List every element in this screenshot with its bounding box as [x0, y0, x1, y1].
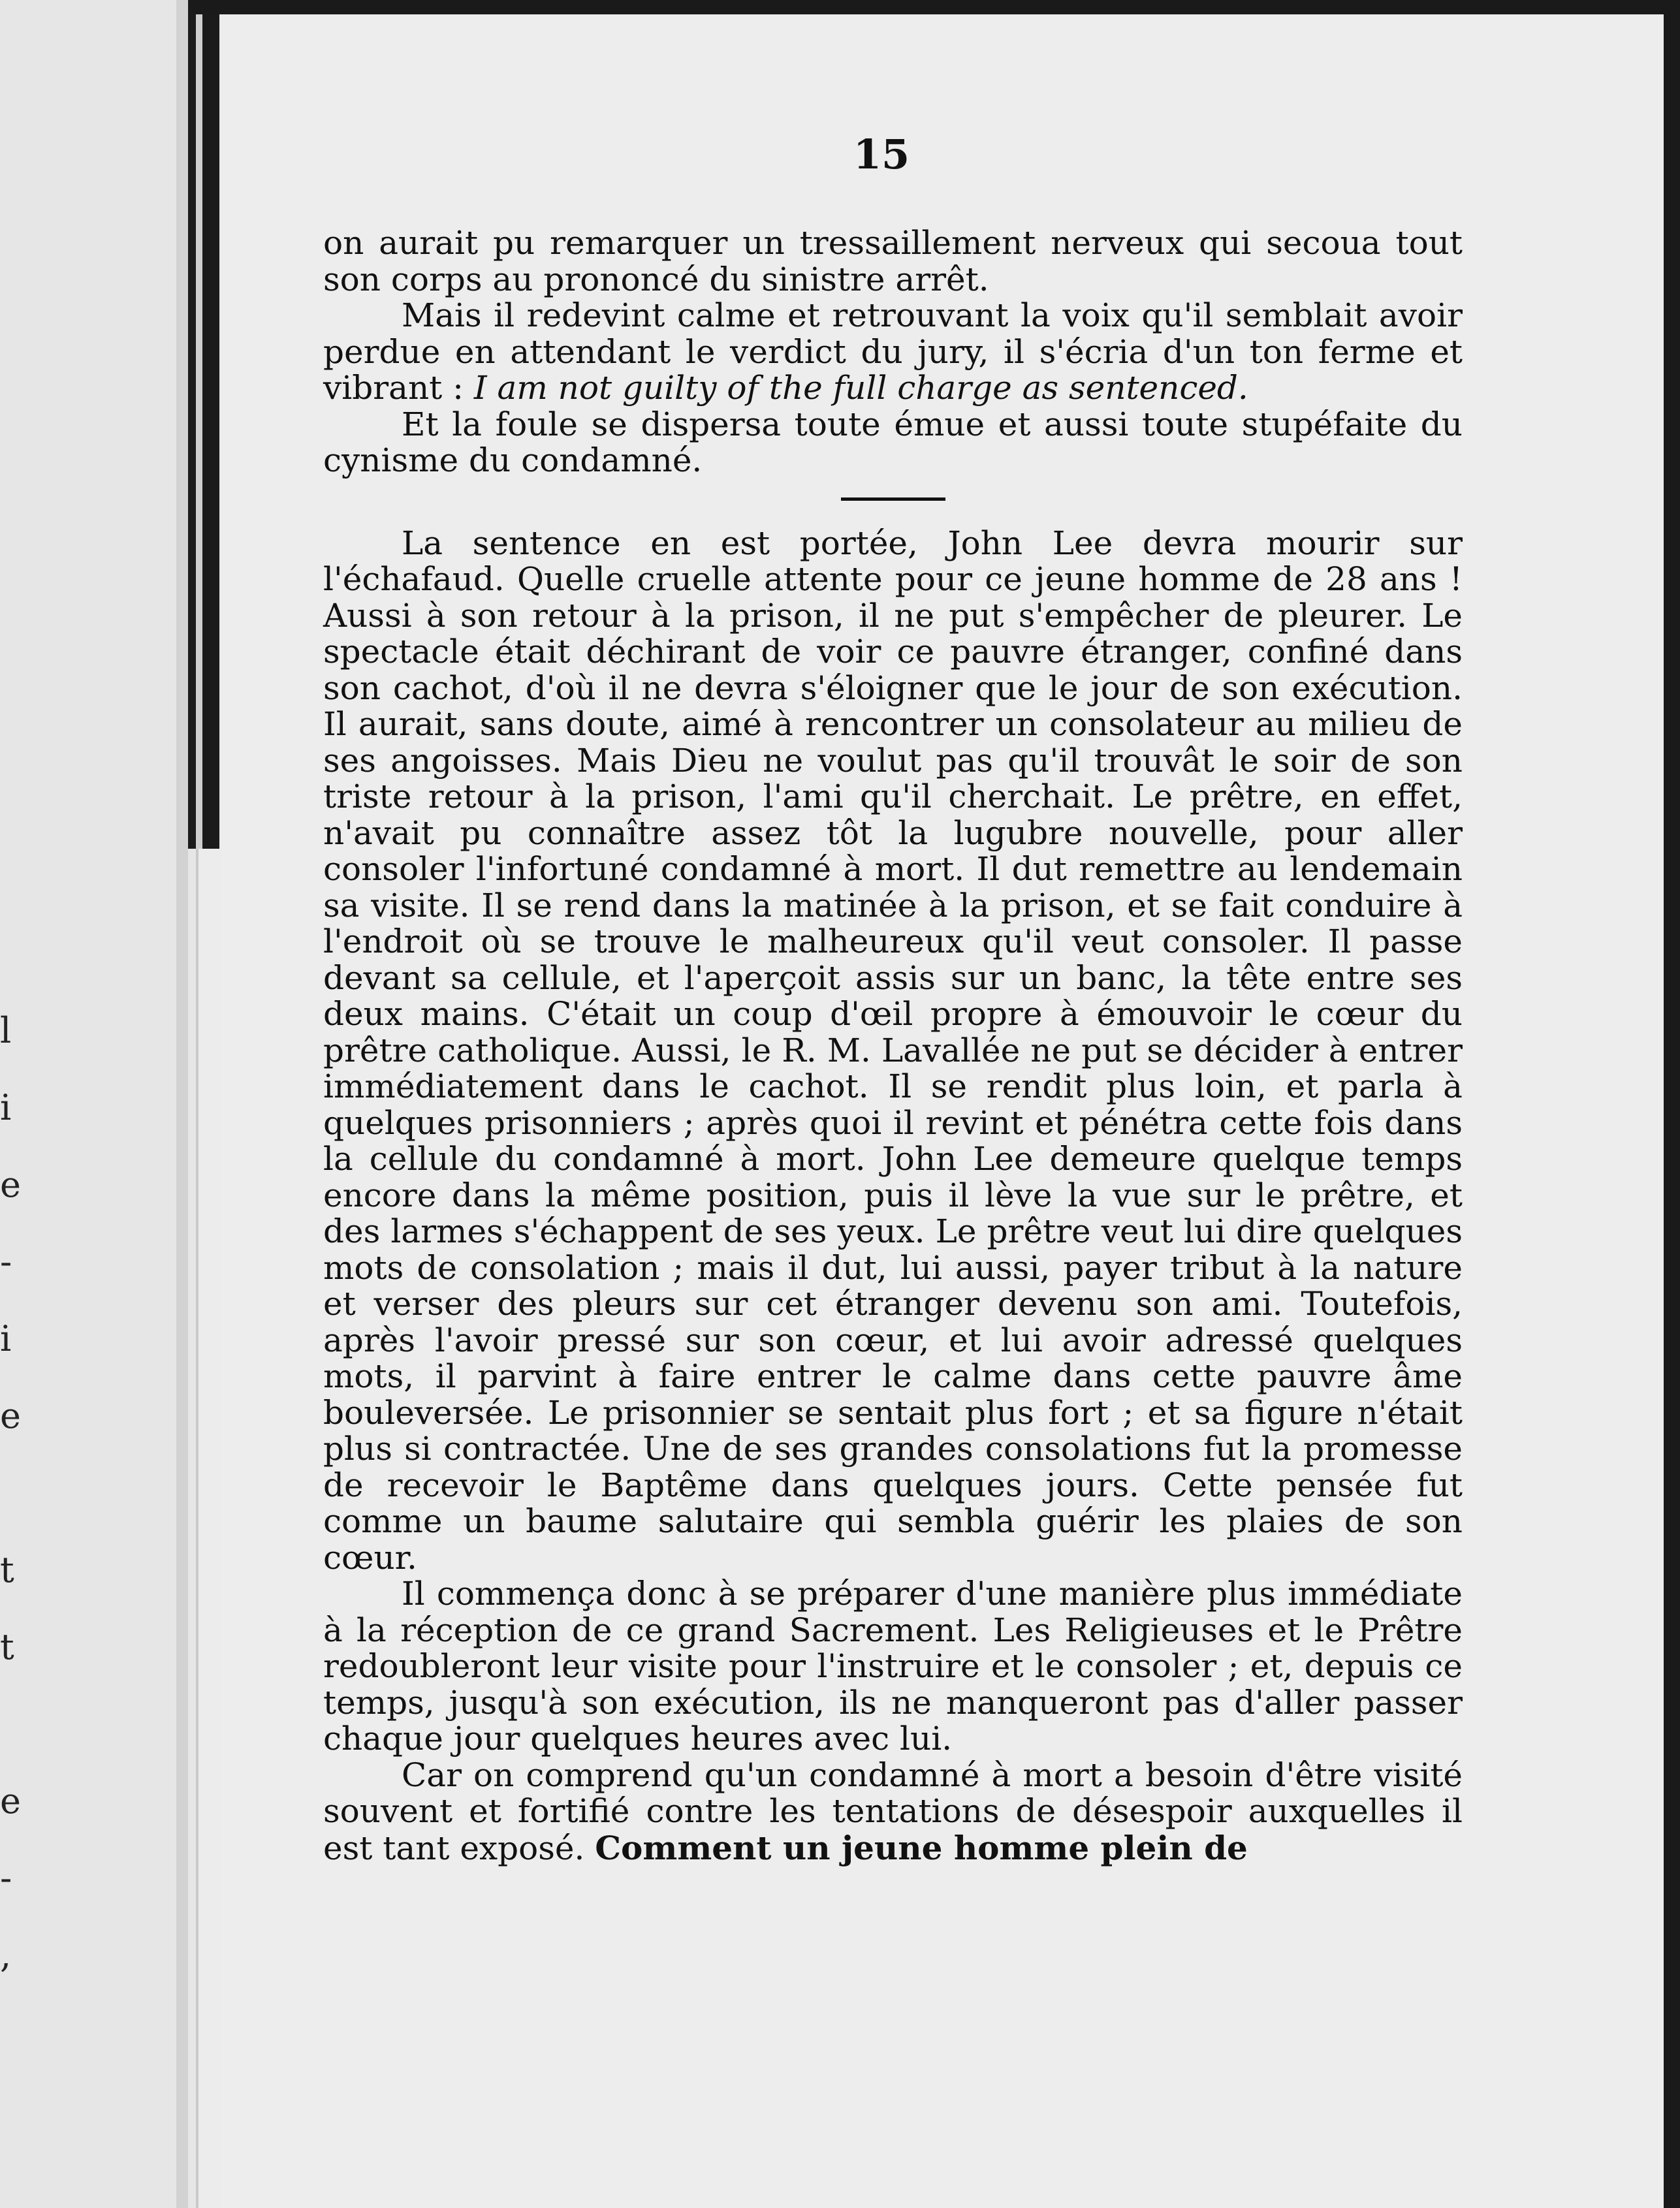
facing-page-text-fragments: [0, 992, 26, 1994]
paragraph-text: on aurait pu remarquer un tressaillement nerveux qui secoua tout son corps au prononcé du sinistre arrêt.: [323, 224, 1463, 298]
margin-fragment: e: [0, 1780, 21, 1822]
margin-fragment: t: [0, 1626, 14, 1667]
text-block-after-rule: [323, 526, 1463, 1867]
paragraph: [323, 225, 1463, 298]
book-spine-gap: [196, 0, 202, 849]
paragraph: [323, 1576, 1463, 1758]
margin-fragment: ,: [0, 1934, 12, 1976]
margin-fragment: -: [0, 1857, 12, 1899]
paragraph-text: Mais il redevint calme et retrouvant la voix qu'il semblait avoir perdue en attendant le verdict du jury, il s'écria d'un ton ferme et vibrant :: [323, 296, 1463, 407]
paragraph: [323, 1758, 1463, 1867]
body-text: [323, 225, 1463, 1867]
paragraph: [323, 407, 1463, 479]
margin-fragment: [0, 1455, 26, 1532]
right-scan-border: [1664, 0, 1680, 2208]
margin-fragment: i: [0, 1087, 12, 1128]
paragraph-text: Il commença donc à se préparer d'une manière plus immédiate à la réception de ce grand Sacrement. Les Religieuses et le Prêtre redoubleront leur visite pour l'instruire et le consoler ; et, depuis ce temps, jusqu'à son exécution, ils ne manqueront pas d'aller passer chaque jour quelques heures avec lui.: [323, 1575, 1463, 1758]
margin-fragment: i: [0, 1318, 12, 1359]
text-block-before-rule: [323, 225, 1463, 479]
paragraph-text: Car on comprend qu'un condamné à mort a besoin d'être visité souvent et fortifié contre les tentations de désespoir auxquelles il est tant exposé.: [323, 1756, 1463, 1867]
page-number: 15: [853, 131, 910, 178]
english-quote: I am not guilty of the full charge as sentenced.: [473, 369, 1248, 407]
facing-page-edge: [176, 0, 188, 2208]
section-divider-rule: [841, 497, 945, 501]
paragraph-text: Et la foule se dispersa toute émue et aussi toute stupéfaite du cynisme du condamné.: [323, 405, 1463, 479]
margin-fragment: -: [0, 1241, 12, 1282]
margin-fragment: e: [0, 1395, 21, 1436]
margin-fragment: [0, 1686, 26, 1763]
paragraph: [323, 526, 1463, 1577]
margin-fragment: e: [0, 1164, 21, 1205]
bold-line-fragment: Comment un jeune homme plein de: [595, 1828, 1248, 1867]
facing-page-strip: [0, 0, 198, 2208]
paragraph: [323, 298, 1463, 407]
paragraph-text: La sentence en est portée, John Lee devra mourir sur l'échafaud. Quelle cruelle attente pour ce jeune homme de 28 ans ! Aussi à son retour à la prison, il ne put s'empêcher de pleurer. Le spectacle était déchirant de voir ce pauvre étranger, confiné dans son cachot, d'où il ne devra s'éloigner que le jour de son exécution. Il aurait, sans doute, aimé à rencontrer un consolateur au milieu de ses angoisses. Mais Dieu ne voulut pas qu'il trouvât le soir de son triste retour à la prison, l'ami qu'il cherchait. Le prêtre, en effet, n'avait pu connaître assez tôt la lugubre nouvelle, pour aller consoler l'infortuné condamné à mort. Il dut remettre au lendemain sa visite. Il se rend dans la matinée à la prison, et se fait conduire à l'endroit où se trouve le malheureux qu'il veut consoler. Il passe devant sa cellule, et l'aperçoit assis sur un banc, la tête entre ses deux mains. C'était un coup d'œil propre à émouvoir le cœur du prêtre catholique. Aussi, le R. M. Lavallée ne put se décider à entrer immédiatement dans le cachot. Il se rendit plus loin, et parla à quelques prisonniers ; après quoi il revint et pénétra cette fois dans la cellule du condamné à mort. John Lee demeure quelque temps encore dans la même position, puis il lève la vue sur le prêtre, et des larmes s'échappent de ses yeux. Le prêtre veut lui dire quelques mots de consolation ; mais il dut, lui aussi, payer tribut à la nature et verser des pleurs sur cet étranger devenu son ami. Toutefois, après l'avoir pressé sur son cœur, et lui avoir adressé quelques mots, il parvint à faire entrer le calme dans cette pauvre âme bouleversée. Le prisonnier se sentait plus fort ; et sa figure n'était plus si contractée. Une de ses grandes consolations fut la promesse de recevoir le Baptême dans quelques jours. Cette pensée fut comme un baume salutaire qui sembla guérir les plaies de son cœur.: [323, 524, 1463, 1577]
margin-fragment: t: [0, 1549, 14, 1590]
book-spine-shadow: [188, 0, 219, 849]
top-scan-border: [189, 0, 1680, 14]
margin-fragment: l: [0, 1010, 12, 1051]
